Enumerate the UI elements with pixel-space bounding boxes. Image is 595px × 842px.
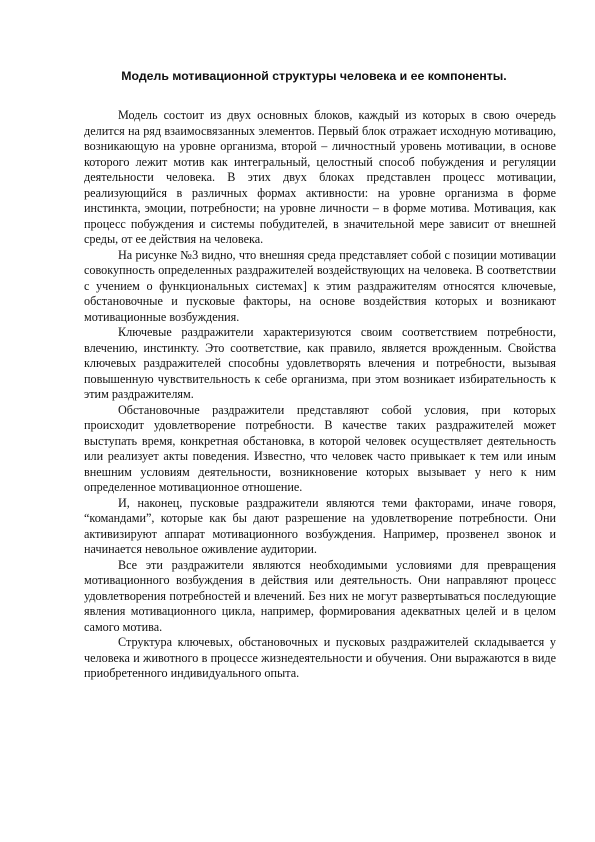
paragraph: Ключевые раздражители характеризуются своим соответствием потребности, влечению, инстинкту. Это соответствие, как правило, является врожденным. Свойства ключевых раздражителей способны удовлетворять влечения и потребности, вызывая повышенную чувствительность к себе организма, при этом возникает избирательность к этим раздражителям. [84,325,556,401]
paragraph: Модель состоит из двух основных блоков, каждый из которых в свою очередь делится на ряд взаимосвязанных элементов. Первый блок отражает исходную мотивацию, возникающую на уровне организма, второй – личностный уровень мотивации, в основе которого лежит мотив как интегральный, целостный способ побуждения и регуляции деятельности человека. В этих двух блоках представлен процесс мотивации, реализующийся в различных формах активности: на уровне организма в форме инстинкта, эмоции, потребности; на уровне личности – в форме мотива. Мотивация, как процесс побуждения и системы побудителей, в значительной мере зависит от внешней среды, от ее действия на человека. [84,108,556,246]
paragraph: И, наконец, пусковые раздражители являются теми факторами, иначе говоря, “командами”, которые как бы дают разрешение на удовлетворение потребности. Они активизируют аппарат мотивационного возбуждения. Например, прозвенел звонок и начинается невольное оживление аудитории. [84,495,556,556]
paragraph: На рисунке №3 видно, что внешняя среда представляет собой с позиции мотивации совокупность определенных раздражителей воздействующих на человека. В соответствии с учением о функциональных системах] к этим раздражителям относятся ключевые, обстановочные и пусковые факторы, на основе воздействия которых и возникают мотивационные возбуждения. [84,247,556,324]
paragraph: Обстановочные раздражители представляют собой условия, при которых происходит удовлетворение потребности. В качестве таких раздражителей может выступать время, конкретная обстановка, в которой человек осуществляет деятельность или реализует акты поведения. Известно, что человек часто привыкает к тем или иным внешним условиям деятельности, возникновение которых вызывает у него к ним определенное мотивационное отношение. [84,402,556,494]
document-body [84,108,556,682]
page-title: Модель мотивационной структуры человека и ее компоненты. [121,69,507,83]
paragraph: Структура ключевых, обстановочных и пусковых раздражителей складывается у человека и животного в процессе жизнедеятельности и обучения. Они выражаются в виде приобретенного индивидуального опыта. [84,635,556,680]
paragraph: Все эти раздражители являются необходимыми условиями для превращения мотивационного возбуждения в действия или деятельность. Они направляют процесс удовлетворения потребностей и влечений. Без них не могут развертываться последующие явления мотивационного цикла, например, формирования адекватных целей и в целом самого мотива. [84,557,556,634]
